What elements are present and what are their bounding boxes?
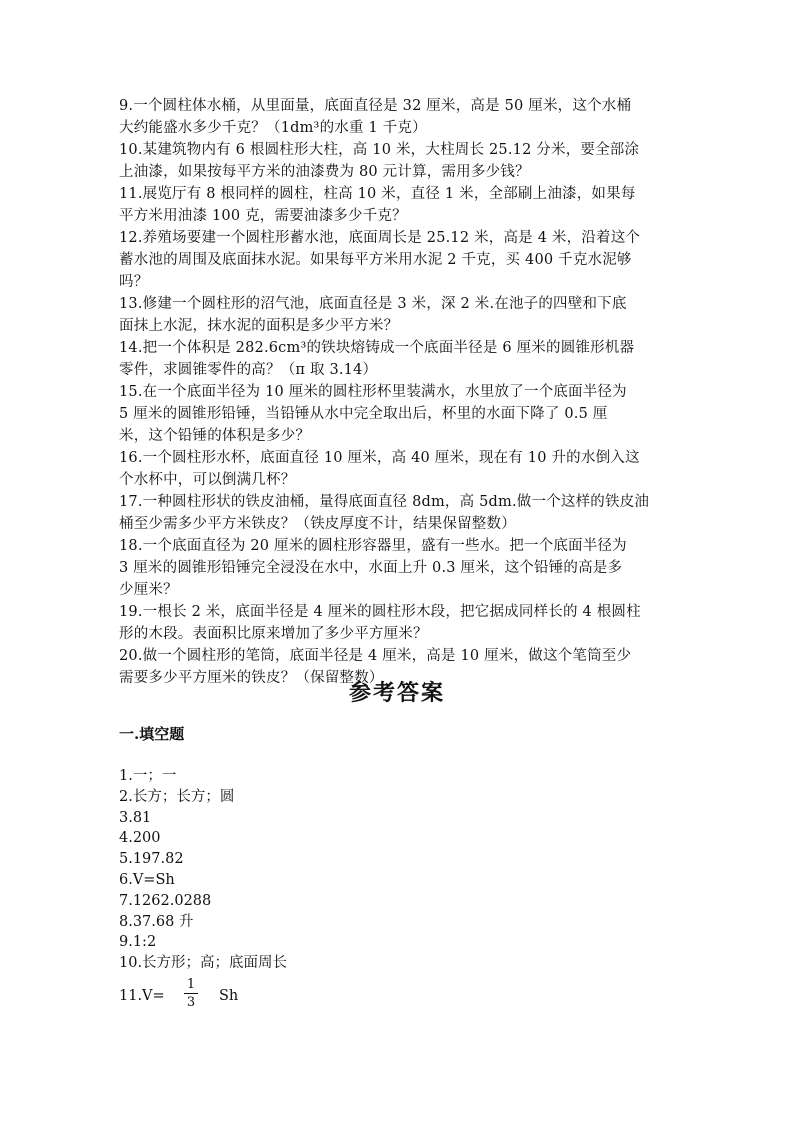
question-line: 米，这个铅锤的体积是多少？ (119, 428, 311, 444)
answer-line: 7.1262.0288 (119, 892, 212, 909)
answer-line: 5.197.82 (119, 851, 184, 868)
answer-line: 4.200 (119, 830, 161, 847)
question-line: 蓄水池的周围及底面抹水泥。如果每平方米用水泥 2 千克，买 400 千克水泥够 (119, 252, 632, 268)
question-line: 5 厘米的圆锥形铅锤，当铅锤从水中完全取出后，杯里的水面下降了 0.5 厘 (119, 406, 608, 422)
question-line: 需要多少平方厘米的铁皮？（保留整数） (119, 670, 384, 686)
question-line: 平方米用油漆 100 克，需要油漆多少千克？ (119, 208, 407, 224)
formula-suffix: Sh (219, 987, 239, 1004)
question-list (119, 95, 679, 689)
answer-line: 1.一；一 (119, 768, 177, 784)
question-line: 个水杯中，可以倒满几杯？ (119, 472, 296, 488)
question-line: 大约能盛水多少千克？（1dm³的水重 1 千克） (119, 120, 427, 136)
answer-line: 3.81 (119, 809, 152, 826)
fraction-numerator: 1 (186, 976, 196, 992)
formula-prefix: 11.V= (119, 987, 165, 1004)
fraction-denominator: 3 (186, 994, 196, 1010)
question-line: 面抹上水泥，抹水泥的面积是多少平方米？ (119, 318, 399, 334)
question-line: 20.做一个圆柱形的笔筒，底面半径是 4 厘米，高是 10 厘米，做这个笔筒至少 (119, 648, 632, 664)
question-line: 上油漆，如果按每平方米的油漆费为 80 元计算，需用多少钱？ (119, 164, 530, 180)
answer-line: 10.长方形；高；底面周长 (119, 955, 288, 972)
question-line: 形的木段。表面积比原来增加了多少平方厘米？ (119, 626, 428, 642)
answer-section-title: 参考答案 (348, 680, 445, 706)
answer-line: 6.V=Sh (119, 871, 175, 888)
question-line: 17.一种圆柱形状的铁皮油桶，量得底面直径 8dm，高 5dm.做一个这样的铁皮油 (119, 494, 650, 510)
answer-list (119, 766, 679, 1016)
question-line: 少厘米？ (119, 582, 178, 598)
answer-line: 8.37.68 升 (119, 913, 194, 930)
question-line: 10.某建筑物内有 6 根圆柱形大柱，高 10 米，大柱周长 25.12 分米，要全部涂 (119, 142, 640, 158)
answer-line: 2.长方；长方；圆 (119, 788, 235, 805)
part-heading: 一.填空题 (119, 725, 185, 743)
formula-answer (119, 976, 679, 1016)
question-line: 16.一个圆柱形水杯，底面直径 10 厘米，高 40 厘米，现在有 10 升的水倒入这 (119, 450, 640, 466)
question-line: 18.一个底面直径为 20 厘米的圆柱形容器里，盛有一些水。把一个底面半径为 (119, 538, 627, 554)
question-line: 15.在一个底面半径为 10 厘米的圆柱形杯里装满水，水里放了一个底面半径为 (119, 384, 627, 400)
question-line: 14.把一个体积是 282.6cm³的铁块熔铸成一个底面半径是 6 厘米的圆锥形机器 (119, 340, 635, 356)
answer-line: 9.1:2 (119, 934, 157, 951)
question-line: 零件，求圆锥零件的高？（π 取 3.14） (119, 362, 378, 378)
question-line: 桶至少需多少平方米铁皮？（铁皮厚度不计，结果保留整数） (119, 516, 516, 532)
fraction (184, 976, 198, 1011)
question-line: 13.修建一个圆柱形的沼气池，底面直径是 3 米，深 2 米.在池子的四壁和下底 (119, 296, 627, 312)
question-line: 吗？ (119, 274, 149, 290)
question-line: 11.展览厅有 8 根同样的圆柱，柱高 10 米，直径 1 米，全部刷上油漆，如果每 (119, 186, 636, 202)
question-line: 12.养殖场要建一个圆柱形蓄水池，底面周长是 25.12 米，高是 4 米，沿着这个 (119, 230, 641, 246)
question-line: 9.一个圆柱体水桶，从里面量，底面直径是 32 厘米，高是 50 厘米，这个水桶 (119, 98, 632, 114)
question-line: 19.一根长 2 米，底面半径是 4 厘米的圆柱形木段，把它据成同样长的 4 根圆柱 (119, 604, 641, 620)
question-line: 3 厘米的圆锥形铅锤完全浸没在水中，水面上升 0.3 厘米，这个铅锤的高是多 (119, 560, 623, 576)
